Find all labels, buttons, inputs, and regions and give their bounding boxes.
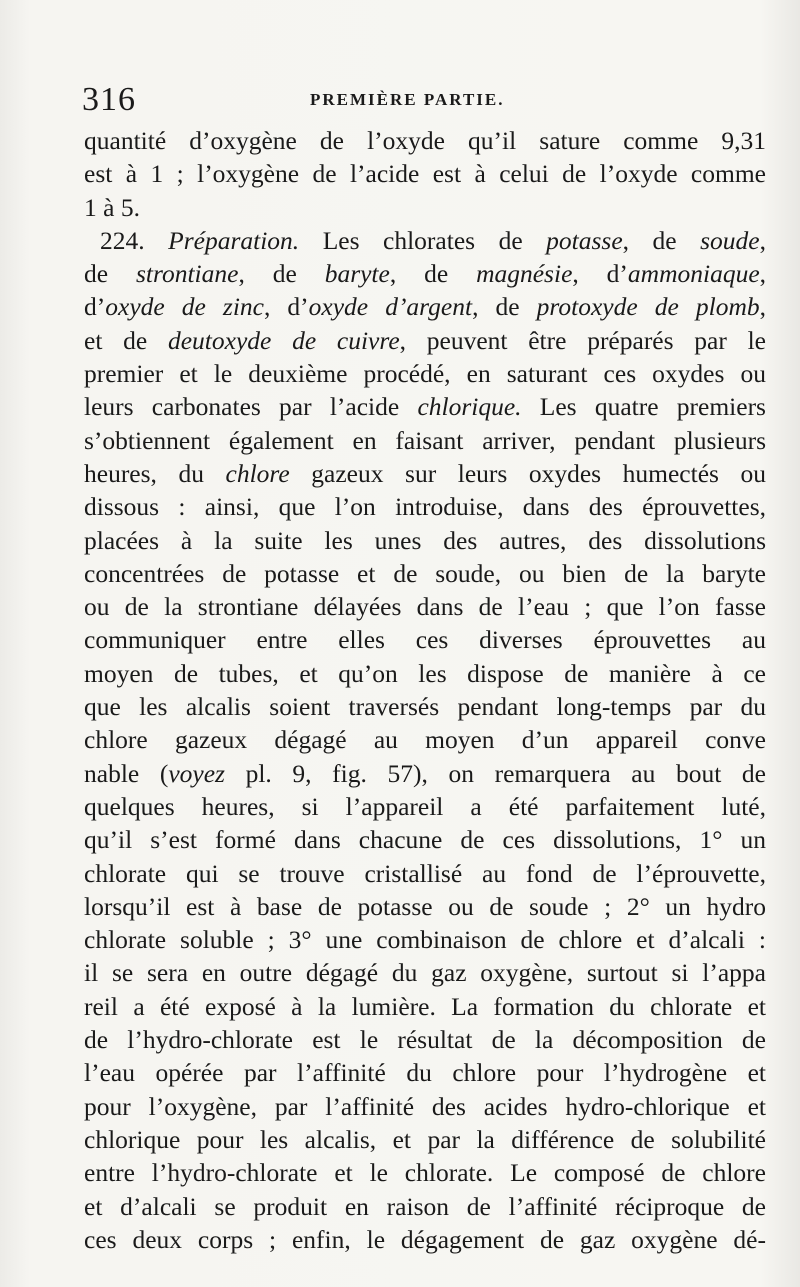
text-line: moyen de tubes, et qu’on les dispose de manière à ce	[84, 658, 766, 688]
page-number: 316	[82, 81, 136, 118]
text-line: ou de la strontiane délayées dans de l’eau ; que l’on fasse	[84, 592, 766, 622]
body-text	[84, 124, 766, 1256]
text-line: placées à la suite les unes des autres, des dissolutions	[84, 525, 766, 555]
text-line: 1 à 5.	[84, 192, 140, 222]
running-head	[82, 80, 782, 120]
text-line: lorsqu’il est à base de potasse ou de soude ; 2° un hydro	[84, 891, 766, 921]
text-line: entre l’hydro-chlorate et le chlorate. Le composé de chlore	[84, 1158, 766, 1188]
text-line: qu’il s’est formé dans chacune de ces dissolutions, 1° un	[84, 825, 766, 855]
text-line: communiquer entre elles ces diverses éprouvettes au	[84, 625, 766, 655]
text-line: heures, du chlore gazeux sur leurs oxydes humectés ou	[84, 458, 766, 488]
text-line: quantité d’oxygène de l’oxyde qu’il sature comme 9,31	[84, 126, 766, 155]
text-line: que les alcalis soient traversés pendant long-temps par du	[84, 692, 766, 722]
text-line: ces deux corps ; enfin, le dégagement de gaz oxygène dé-	[84, 1224, 766, 1254]
text-line: de strontiane, de baryte, de magnésie, d’ammoniaque,	[84, 259, 766, 289]
text-line: de l’hydro-chlorate est le résultat de la décomposition de	[84, 1025, 766, 1055]
text-line: d’oxyde de zinc, d’oxyde d’argent, de protoxyde de plomb,	[84, 292, 766, 322]
text-line: 224. Préparation. Les chlorates de potasse, de soude,	[100, 225, 766, 255]
text-line: quelques heures, si l’appareil a été parfaitement luté,	[84, 791, 766, 821]
text-line: et d’alcali se produit en raison de l’affinité réciproque de	[84, 1191, 766, 1221]
text-line: leurs carbonates par l’acide chlorique. Les quatre premiers	[84, 392, 766, 422]
text-line: chlorique pour les alcalis, et par la différence de solubilité	[84, 1124, 766, 1154]
text-line: chlore gazeux dégagé au moyen d’un appareil conve	[84, 725, 766, 755]
text-line: premier et le deuxième procédé, en saturant ces oxydes ou	[84, 359, 766, 389]
text-line: pour l’oxygène, par l’affinité des acides hydro-chlorique et	[84, 1091, 766, 1121]
text-line: chlorate qui se trouve cristallisé au fond de l’éprouvette,	[84, 858, 766, 888]
text-line: et de deutoxyde de cuivre, peuvent être préparés par le	[84, 325, 766, 355]
text-line: l’eau opérée par l’affinité du chlore pour l’hydrogène et	[84, 1058, 766, 1088]
running-title: PREMIÈRE PARTIE.	[310, 90, 505, 109]
text-line: est à 1 ; l’oxygène de l’acide est à celui de l’oxyde comme	[84, 159, 766, 189]
text-line: s’obtiennent également en faisant arriver, pendant plusieurs	[84, 425, 766, 455]
text-line: il se sera en outre dégagé du gaz oxygène, surtout si l’appa	[84, 958, 766, 988]
text-line: dissous : ainsi, que l’on introduise, dans des éprouvettes,	[84, 492, 766, 522]
text-line: concentrées de potasse et de soude, ou bien de la baryte	[84, 558, 766, 588]
text-line: nable (voyez pl. 9, fig. 57), on remarquera au bout de	[84, 758, 766, 788]
text-line: chlorate soluble ; 3° une combinaison de chlore et d’alcali :	[84, 925, 766, 955]
text-line: reil a été exposé à la lumière. La formation du chlorate et	[84, 991, 766, 1021]
